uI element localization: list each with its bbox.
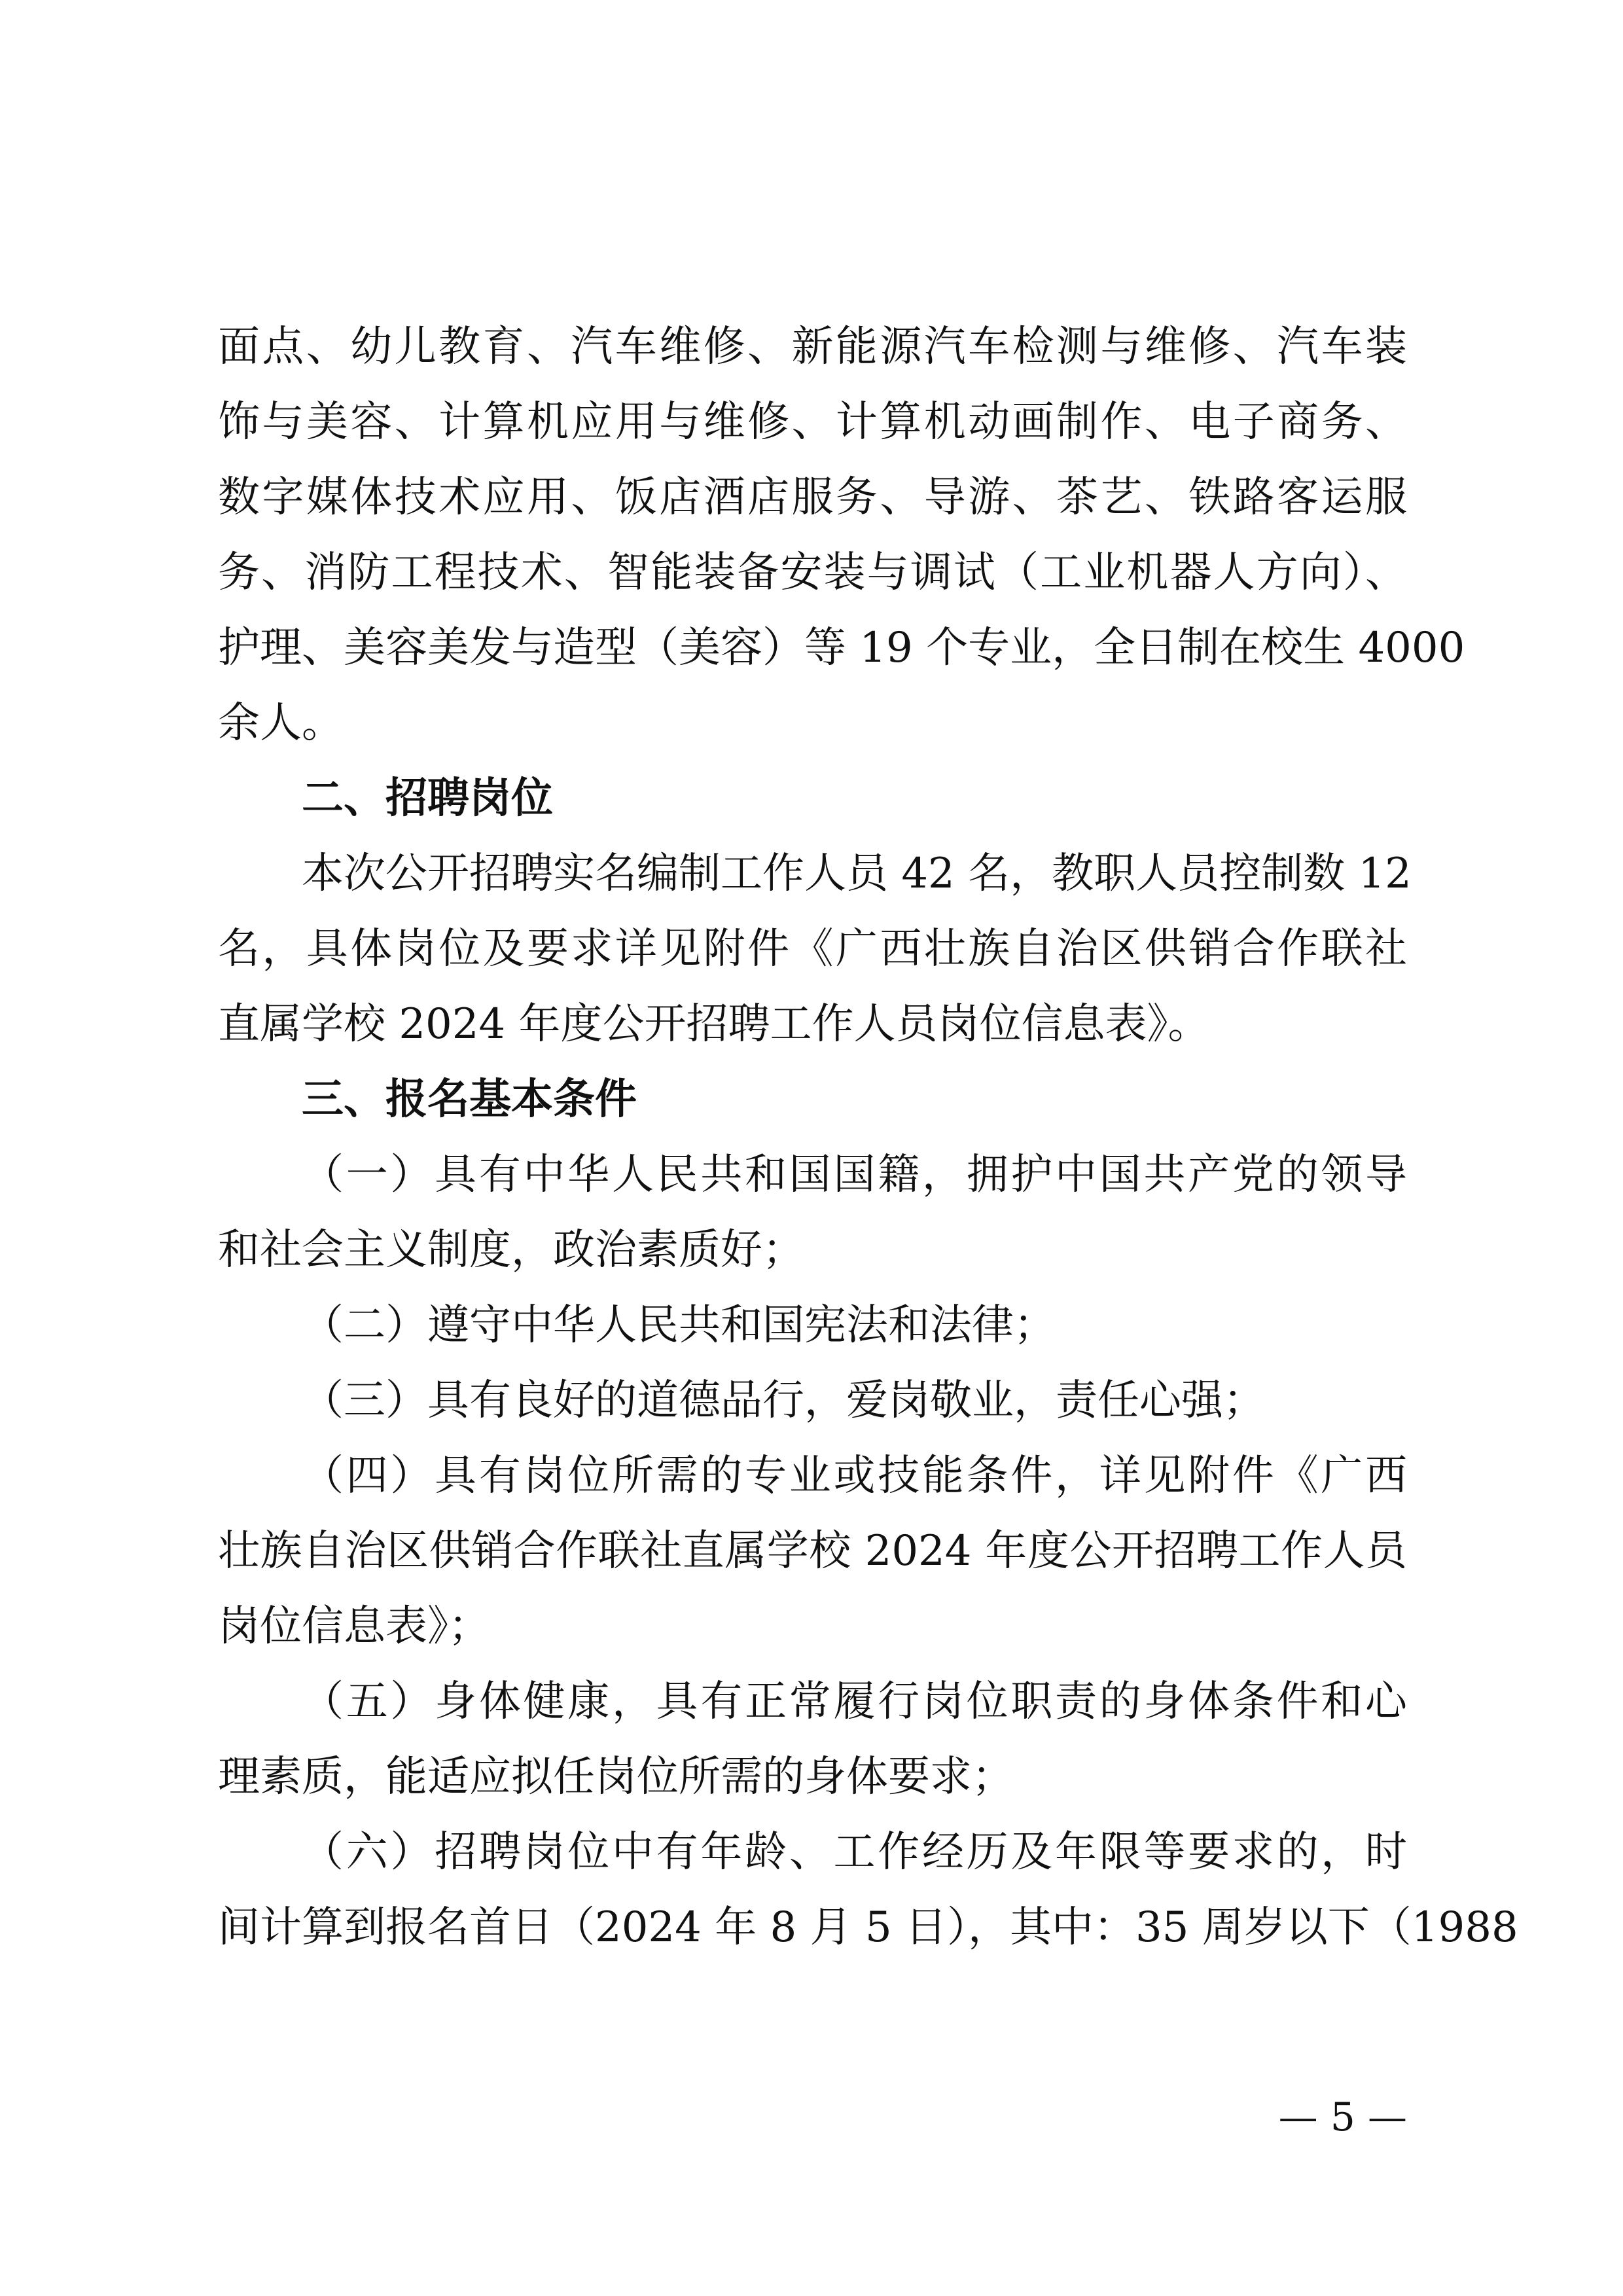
section3-line-3: （二）遵守中华人民共和国宪法和法律； <box>302 1301 1056 1350</box>
section3-line-2: 和社会主义制度，政治素质好； <box>218 1226 804 1274</box>
section3-line-7: 岗位信息表》； <box>218 1602 490 1651</box>
section3-line-9: 理素质，能适应拟任岗位所需的身体要求； <box>218 1753 1014 1801</box>
body-line-3: 数字媒体技术应用、饭店酒店服务、导游、茶艺、铁路客运服 <box>218 473 1407 522</box>
page-number: — 5 — <box>1278 2094 1407 2140</box>
section-heading-recruitment-positions: 二、招聘岗位 <box>302 774 553 823</box>
section2-line-1: 本次公开招聘实名编制工作人员 42 名，教职人员控制数 12 <box>302 850 1412 898</box>
section3-line-8: （五）身体健康，具有正常履行岗位职责的身体条件和心 <box>302 1677 1407 1726</box>
section2-line-2: 名，具体岗位及要求详见附件《广西壮族自治区供销合作联社 <box>218 925 1407 973</box>
section3-line-5: （四）具有岗位所需的专业或技能条件，详见附件《广西 <box>302 1452 1407 1500</box>
body-line-2: 饰与美容、计算机应用与维修、计算机动画制作、电子商务、 <box>218 398 1407 446</box>
section3-line-10: （六）招聘岗位中有年龄、工作经历及年限等要求的，时 <box>302 1828 1407 1876</box>
section3-line-1: （一）具有中华人民共和国国籍，拥护中国共产党的领导 <box>302 1151 1407 1199</box>
body-line-6: 余人。 <box>218 699 344 747</box>
section3-line-11: 间计算到报名首日（2024 年 8 月 5 日），其中：35 周岁以下（1988 <box>218 1903 1518 1952</box>
body-line-1: 面点、幼儿教育、汽车维修、新能源汽车检测与维修、汽车装 <box>218 323 1407 371</box>
body-line-5: 护理、美容美发与造型（美容）等 19 个专业，全日制在校生 4000 <box>218 624 1465 672</box>
body-line-4: 务、消防工程技术、智能装备安装与调试（工业机器人方向）、 <box>218 548 1407 597</box>
section3-line-6: 壮族自治区供销合作联社直属学校 2024 年度公开招聘工作人员 <box>218 1527 1407 1575</box>
section3-line-4: （三）具有良好的道德品行，爱岗敬业，责任心强； <box>302 1376 1265 1425</box>
section2-line-3: 直属学校 2024 年度公开招聘工作人员岗位信息表》。 <box>218 1000 1210 1049</box>
section-heading-basic-requirements: 三、报名基本条件 <box>302 1075 637 1124</box>
